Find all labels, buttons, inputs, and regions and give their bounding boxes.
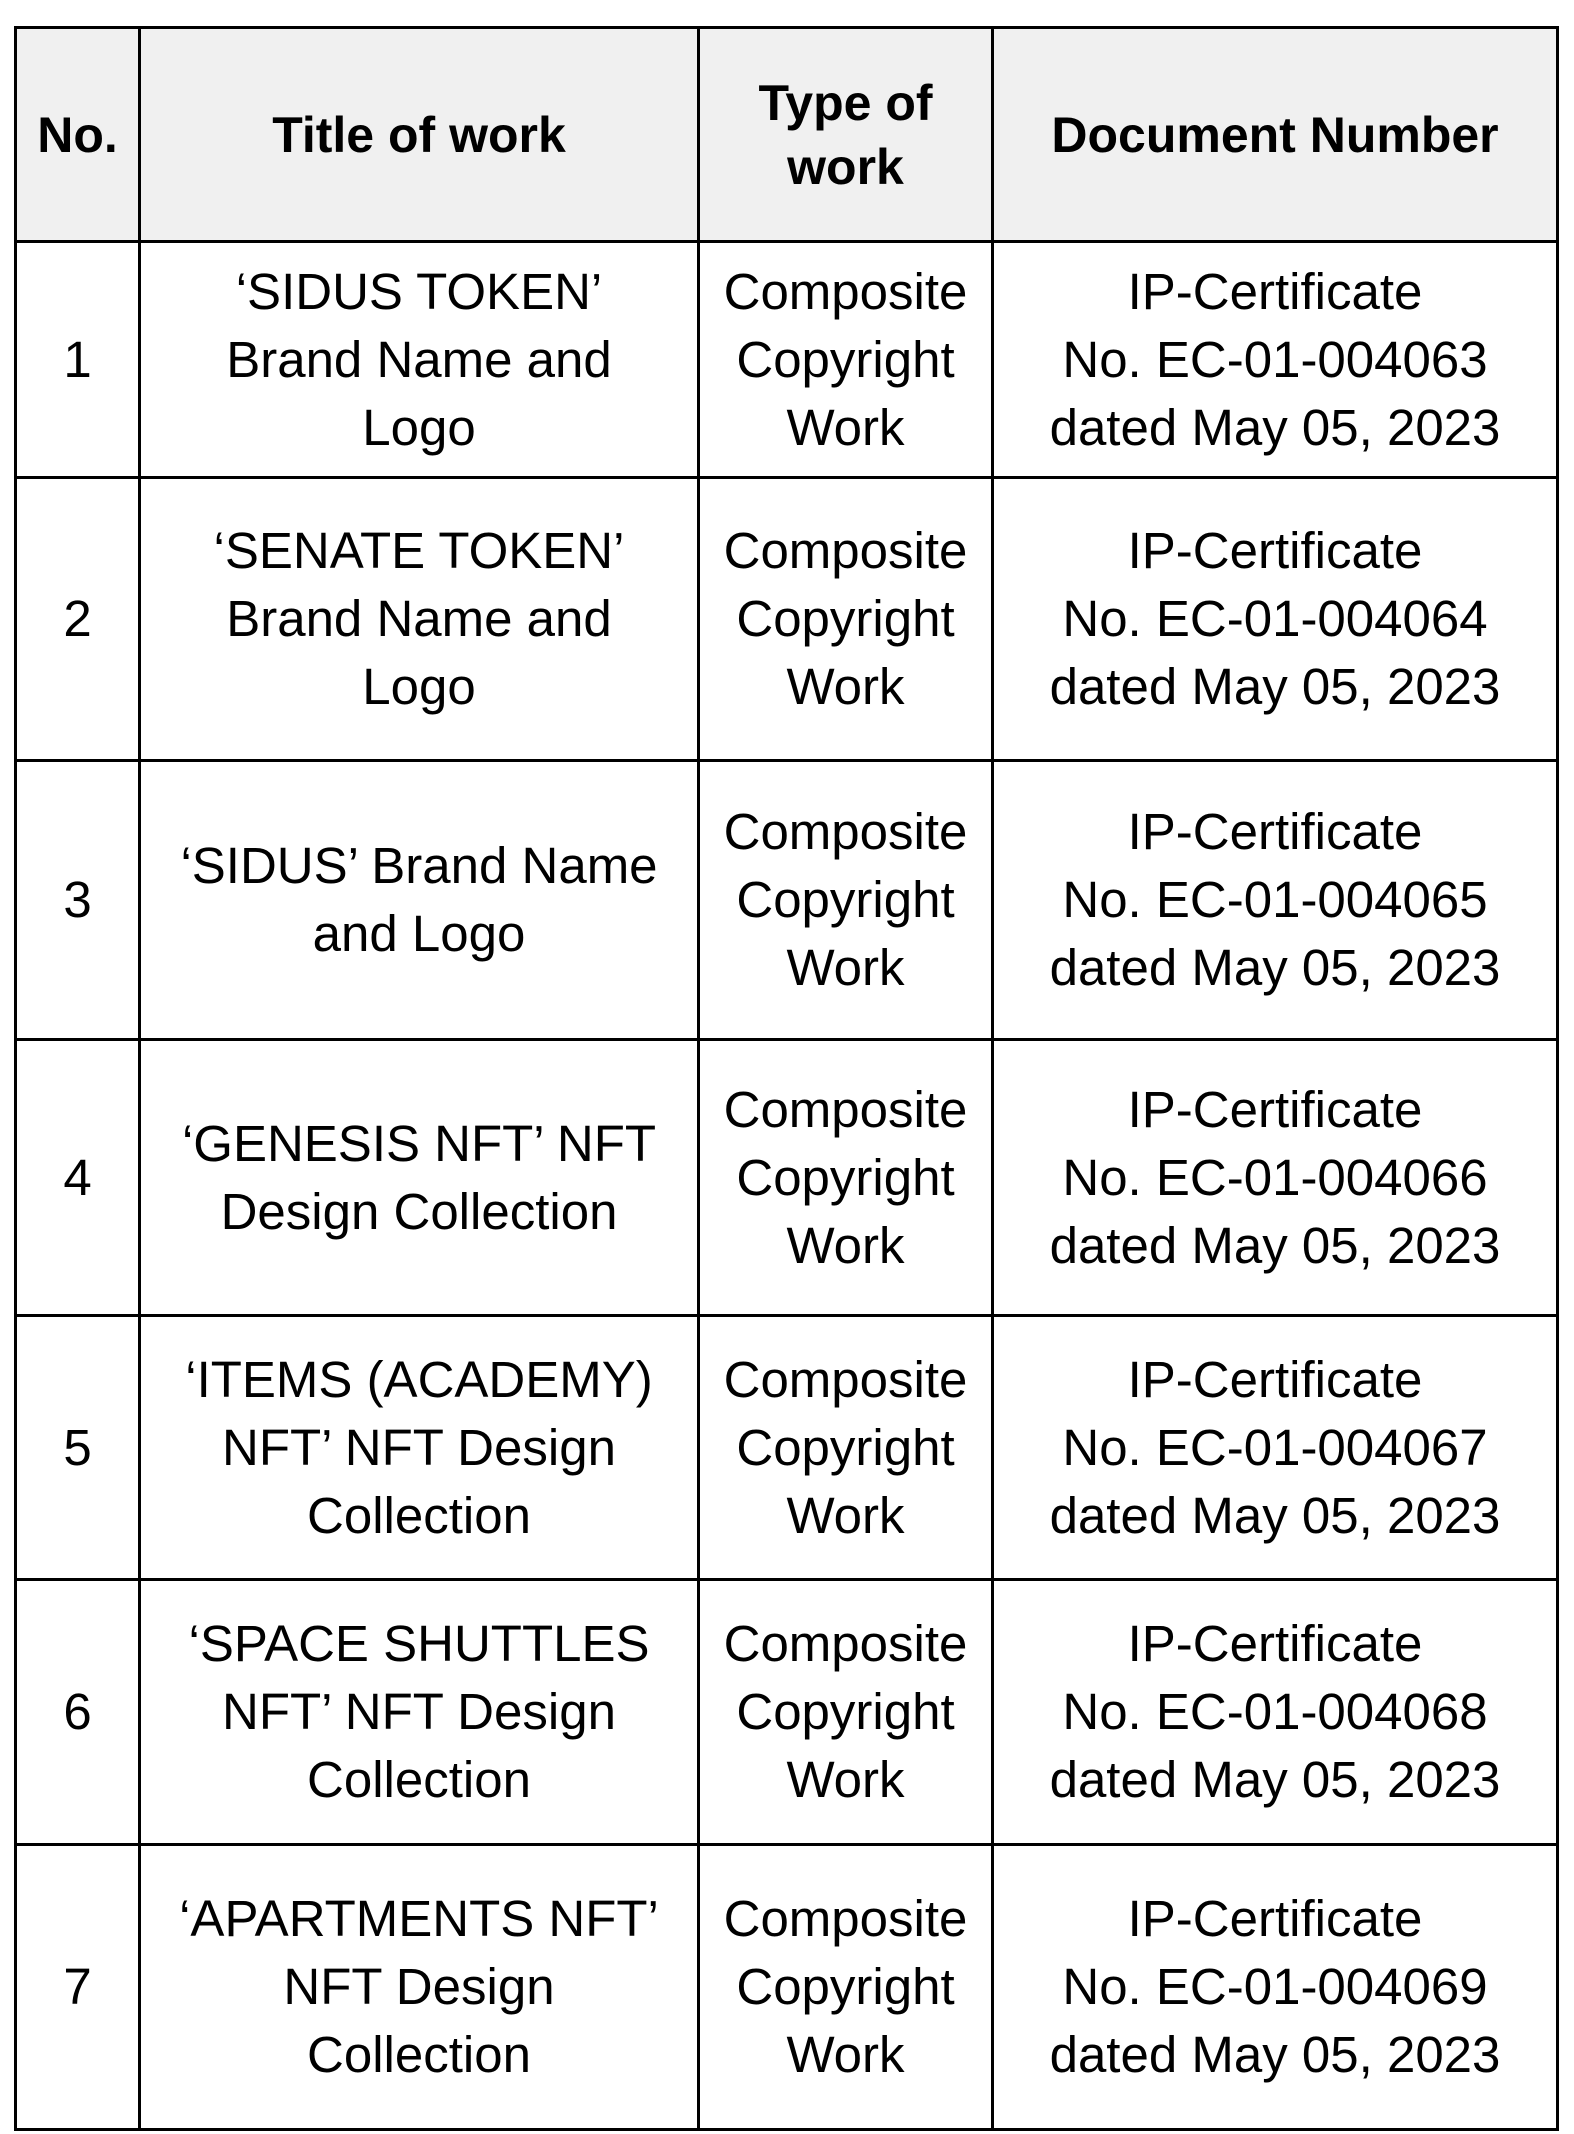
document-line: dated May 05, 2023 xyxy=(1049,1486,1501,1544)
title-line: ‘SENATE TOKEN’ xyxy=(213,522,625,579)
document-line: No. EC-01-004066 xyxy=(1062,1148,1488,1206)
table-body xyxy=(16,242,1558,2130)
row-number-cell: 3 xyxy=(16,761,140,1040)
document-line: No. EC-01-004069 xyxy=(1062,1958,1488,2015)
type-of-work-cell xyxy=(699,1580,993,1845)
document-line: IP-Certificate xyxy=(1127,1080,1423,1138)
row-number-cell: 1 xyxy=(16,242,140,478)
document-line: dated May 05, 2023 xyxy=(1049,658,1501,715)
type-line: Work xyxy=(786,2026,905,2083)
title-of-work-cell xyxy=(140,478,699,761)
header-row xyxy=(16,28,1558,242)
type-line: Work xyxy=(786,398,905,456)
table-header xyxy=(16,28,1558,242)
header-title-of-work: Title of work xyxy=(140,28,699,242)
type-line: Copyright xyxy=(736,1683,955,1740)
title-line: ‘SPACE SHUTTLES xyxy=(188,1615,650,1672)
title-line: Brand Name and xyxy=(226,330,612,388)
document-number-cell xyxy=(993,242,1558,478)
row-number-cell: 2 xyxy=(16,478,140,761)
type-line: Copyright xyxy=(736,1958,955,2015)
document-number-cell xyxy=(993,1316,1558,1580)
document-line: dated May 05, 2023 xyxy=(1049,2026,1501,2083)
title-line: NFT’ NFT Design xyxy=(222,1418,616,1476)
header-type-line: Type of xyxy=(758,74,933,131)
type-line: Copyright xyxy=(736,1418,955,1476)
document-line: dated May 05, 2023 xyxy=(1049,1216,1501,1274)
document-line: No. EC-01-004064 xyxy=(1062,590,1488,647)
document-line: IP-Certificate xyxy=(1127,1350,1423,1408)
type-line: Work xyxy=(786,658,905,715)
table-row xyxy=(16,478,1558,761)
document-line: No. EC-01-004065 xyxy=(1062,871,1488,928)
document-line: No. EC-01-004068 xyxy=(1062,1683,1488,1740)
title-line: Collection xyxy=(307,1751,531,1808)
document-line: IP-Certificate xyxy=(1127,803,1423,860)
title-line: ‘SIDUS’ Brand Name xyxy=(180,837,658,894)
title-of-work-cell xyxy=(140,1040,699,1316)
type-of-work-cell xyxy=(699,478,993,761)
type-line: Copyright xyxy=(736,590,955,647)
type-line: Composite xyxy=(723,262,968,320)
document-line: No. EC-01-004067 xyxy=(1062,1418,1488,1476)
type-line: Composite xyxy=(723,803,968,860)
type-of-work-cell xyxy=(699,1040,993,1316)
title-of-work-cell xyxy=(140,1316,699,1580)
title-of-work-cell xyxy=(140,761,699,1040)
title-line: Collection xyxy=(307,1486,531,1544)
row-number-cell: 5 xyxy=(16,1316,140,1580)
row-number-cell: 6 xyxy=(16,1580,140,1845)
row-number-cell: 4 xyxy=(16,1040,140,1316)
type-line: Copyright xyxy=(736,871,955,928)
document-line: IP-Certificate xyxy=(1127,262,1423,320)
type-of-work-cell xyxy=(699,1845,993,2130)
table-row xyxy=(16,242,1558,478)
header-document-number: Document Number xyxy=(993,28,1558,242)
title-of-work-cell xyxy=(140,1845,699,2130)
table-row xyxy=(16,1580,1558,1845)
type-line: Work xyxy=(786,1486,905,1544)
row-number-cell: 7 xyxy=(16,1845,140,2130)
title-line: ‘APARTMENTS NFT’ xyxy=(179,1890,659,1947)
type-of-work-cell xyxy=(699,761,993,1040)
title-line: Logo xyxy=(362,398,476,456)
title-of-work-cell xyxy=(140,1580,699,1845)
title-line: NFT’ NFT Design xyxy=(222,1683,616,1740)
document-line: dated May 05, 2023 xyxy=(1049,398,1501,456)
document-number-cell xyxy=(993,1845,1558,2130)
header-type-of-work xyxy=(699,28,993,242)
document-number-cell xyxy=(993,1580,1558,1845)
header-type-line: work xyxy=(787,138,904,195)
title-line: ‘SIDUS TOKEN’ xyxy=(235,262,603,320)
type-line: Composite xyxy=(723,1615,968,1672)
document-number-cell xyxy=(993,478,1558,761)
table-row xyxy=(16,1040,1558,1316)
document-line: IP-Certificate xyxy=(1127,1615,1423,1672)
title-line: NFT Design xyxy=(283,1958,555,2015)
type-line: Work xyxy=(786,1216,905,1274)
title-line: Collection xyxy=(307,2026,531,2083)
type-line: Copyright xyxy=(736,1148,955,1206)
document-number-cell xyxy=(993,761,1558,1040)
title-line: and Logo xyxy=(312,905,526,962)
title-line: Logo xyxy=(362,658,476,715)
title-line: ‘ITEMS (ACADEMY) xyxy=(185,1350,653,1408)
copyright-works-table xyxy=(14,26,1559,2131)
type-line: Composite xyxy=(723,1080,968,1138)
document-line: IP-Certificate xyxy=(1127,522,1423,579)
title-line: ‘GENESIS NFT’ NFT xyxy=(181,1114,657,1172)
type-line: Copyright xyxy=(736,330,955,388)
table-row xyxy=(16,1845,1558,2130)
type-line: Composite xyxy=(723,522,968,579)
type-line: Work xyxy=(786,1751,905,1808)
document-line: dated May 05, 2023 xyxy=(1049,939,1501,996)
document-line: IP-Certificate xyxy=(1127,1890,1423,1947)
type-line: Composite xyxy=(723,1350,968,1408)
type-line: Composite xyxy=(723,1890,968,1947)
type-line: Work xyxy=(786,939,905,996)
document-line: dated May 05, 2023 xyxy=(1049,1751,1501,1808)
document-number-cell xyxy=(993,1040,1558,1316)
table-row xyxy=(16,761,1558,1040)
table-row xyxy=(16,1316,1558,1580)
type-of-work-cell xyxy=(699,242,993,478)
type-of-work-cell xyxy=(699,1316,993,1580)
document-line: No. EC-01-004063 xyxy=(1062,330,1488,388)
title-line: Design Collection xyxy=(220,1182,618,1240)
header-no: No. xyxy=(16,28,140,242)
title-of-work-cell xyxy=(140,242,699,478)
title-line: Brand Name and xyxy=(226,590,612,647)
